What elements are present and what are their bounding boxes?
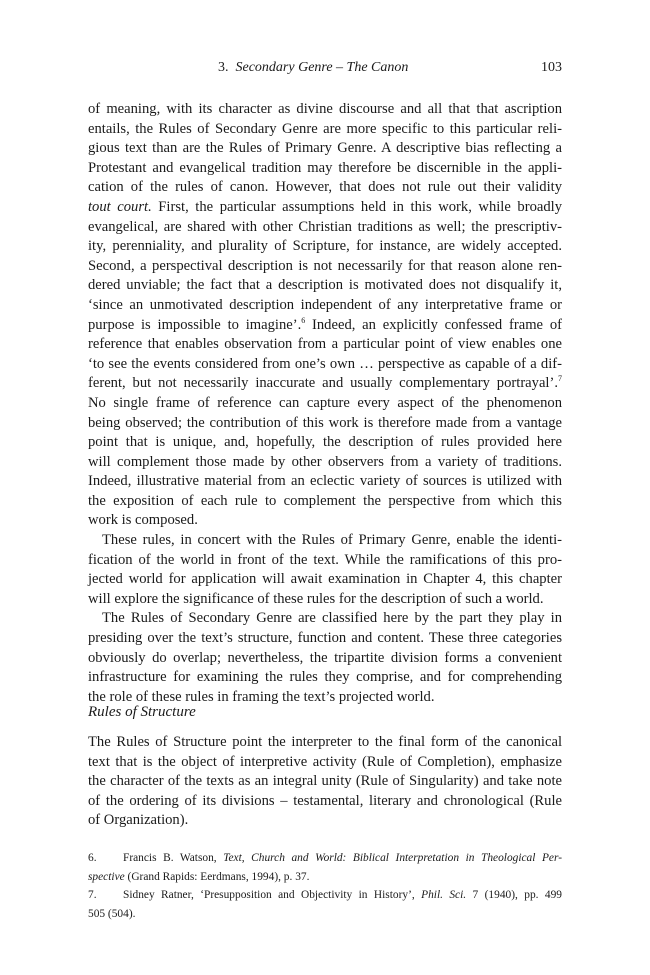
- footnote-ref-6[interactable]: 6: [301, 315, 306, 325]
- text-line: ‘to see the events considered from one’s own … perspective as capable of a dif-: [88, 355, 562, 372]
- text-line: of the ordering of its divisions – testamental, literary and chronological (Rule: [88, 792, 562, 809]
- text-line: text that is the object of interpretive activity (Rule of Completion), emphasize: [88, 753, 562, 770]
- text-span: Francis B. Watson,: [123, 852, 224, 864]
- book-title: spective: [88, 870, 125, 883]
- text-line: being observed; the contribution of this work is therefore made from a vantage: [88, 414, 562, 431]
- text-line: [88, 374, 562, 394]
- text-line: [88, 316, 562, 336]
- paragraph-3: [88, 609, 562, 707]
- text-line: Protestant and evangelical tradition may therefore be discernible in the appli-: [88, 159, 562, 176]
- text-line: gious text than are the Rules of Primary Genre. A descriptive bias reflecting a: [88, 140, 562, 157]
- body-text: [88, 100, 562, 707]
- footnote-6: [88, 849, 562, 868]
- paragraph-2: [88, 531, 562, 609]
- text-line: jected world for application will await examination in Chapter 4, this chapter: [88, 571, 562, 588]
- footnote-6-cont: [88, 868, 562, 887]
- text-line: fication of the world in front of the text. While the ramifications of this pro-: [88, 551, 562, 568]
- text-line: entails, the Rules of Secondary Genre are more specific to this particular reli-: [88, 120, 562, 137]
- footnote-7-cont: 505 (504).: [88, 907, 136, 920]
- text-line: The Rules of Secondary Genre are classified here by the part they play in: [102, 610, 562, 627]
- text-line: infrastructure for examining the rules they comprise, and for comprehending: [88, 669, 562, 686]
- text-line: These rules, in concert with the Rules of Primary Genre, enable the identi-: [102, 532, 562, 549]
- text-line: the character of the texts as an integral unity (Rule of Singularity) and take note: [88, 773, 562, 790]
- journal-title: Phil. Sci.: [421, 889, 467, 901]
- text-span: 7 (1940), pp. 499: [466, 889, 562, 901]
- text-line: presiding over the text’s structure, function and content. These three categories: [88, 630, 562, 647]
- footnotes: [88, 849, 562, 923]
- paragraph-1: [88, 100, 562, 531]
- running-header: [88, 60, 562, 80]
- page-number: 103: [541, 60, 562, 75]
- footnote-ref-7[interactable]: 7: [558, 374, 562, 384]
- text-line: dered unviable; the fact that a description is motivated does not disqualify it,: [88, 277, 562, 294]
- text-span: First, the particular assumptions held in this work, while broadly: [151, 198, 562, 215]
- text-line: Indeed, illustrative material from an eclectic variety of sources is utilized with: [88, 473, 562, 490]
- footnote-number: 6.: [88, 852, 97, 864]
- text-line: Second, a perspectival description is not necessarily for that reason alone ren-: [88, 257, 562, 274]
- section-heading: Rules of Structure: [88, 704, 196, 720]
- text-span: purpose is impossible to imagine’.: [88, 316, 302, 333]
- text-line: the exposition of each rule to complement the perspective from which this: [88, 492, 562, 509]
- text-span: Sidney Ratner, ‘Presupposition and Objectivity in History’,: [123, 889, 422, 901]
- chapter-number: 3.: [218, 60, 229, 75]
- section-paragraph: [88, 733, 562, 831]
- italic-phrase: tout court.: [88, 198, 152, 215]
- text-line: of Organization).: [88, 812, 189, 829]
- text-line: work is composed.: [88, 512, 198, 529]
- text-line: reference that enables observation from a particular point of view enables one: [88, 336, 562, 353]
- text-line: ‘since an unmotivated description independent of any interpretative frame or: [88, 296, 562, 313]
- text-span: Indeed, an explicitly confessed frame of: [305, 316, 562, 333]
- text-line: of meaning, with its character as divine discourse and all that that ascription: [88, 101, 562, 117]
- text-line: will complement those made by other observers from a variety of traditions.: [88, 453, 562, 470]
- text-span: ferent, but not necessarily inaccurate and usually complementary portrayal’.: [88, 375, 558, 392]
- text-line: the role of these rules in framing the text’s projected world.: [88, 688, 435, 705]
- running-head: [218, 60, 408, 76]
- text-line: point that is unique, and, hopefully, the description of rules provided here: [88, 434, 562, 451]
- book-title: Text, Church and World: Biblical Interpretation in Theological Per-: [223, 852, 562, 864]
- text-line: evangelical, are shared with other Christian traditions as well; the prescriptiv-: [88, 218, 562, 235]
- text-line: cation of the rules of canon. However, that does not rule out their validity: [88, 179, 562, 196]
- text-line: The Rules of Structure point the interpreter to the final form of the canonical: [88, 734, 562, 750]
- text-line: ity, perenniality, and plurality of Scripture, for instance, are widely accepted.: [88, 238, 562, 255]
- text-line: obviously do overlap; nevertheless, the tripartite division forms a convenient: [88, 649, 562, 666]
- text-line: will explore the significance of these rules for the description of such a world.: [88, 590, 544, 607]
- text-line: No single frame of reference can capture every aspect of the phenomenon: [88, 394, 562, 411]
- text-span: (Grand Rapids: Eerdmans, 1994), p. 37.: [124, 870, 310, 883]
- footnote-7: [88, 886, 562, 905]
- chapter-title: Secondary Genre – The Canon: [235, 60, 409, 75]
- footnote-number: 7.: [88, 889, 97, 901]
- text-line: [88, 198, 562, 218]
